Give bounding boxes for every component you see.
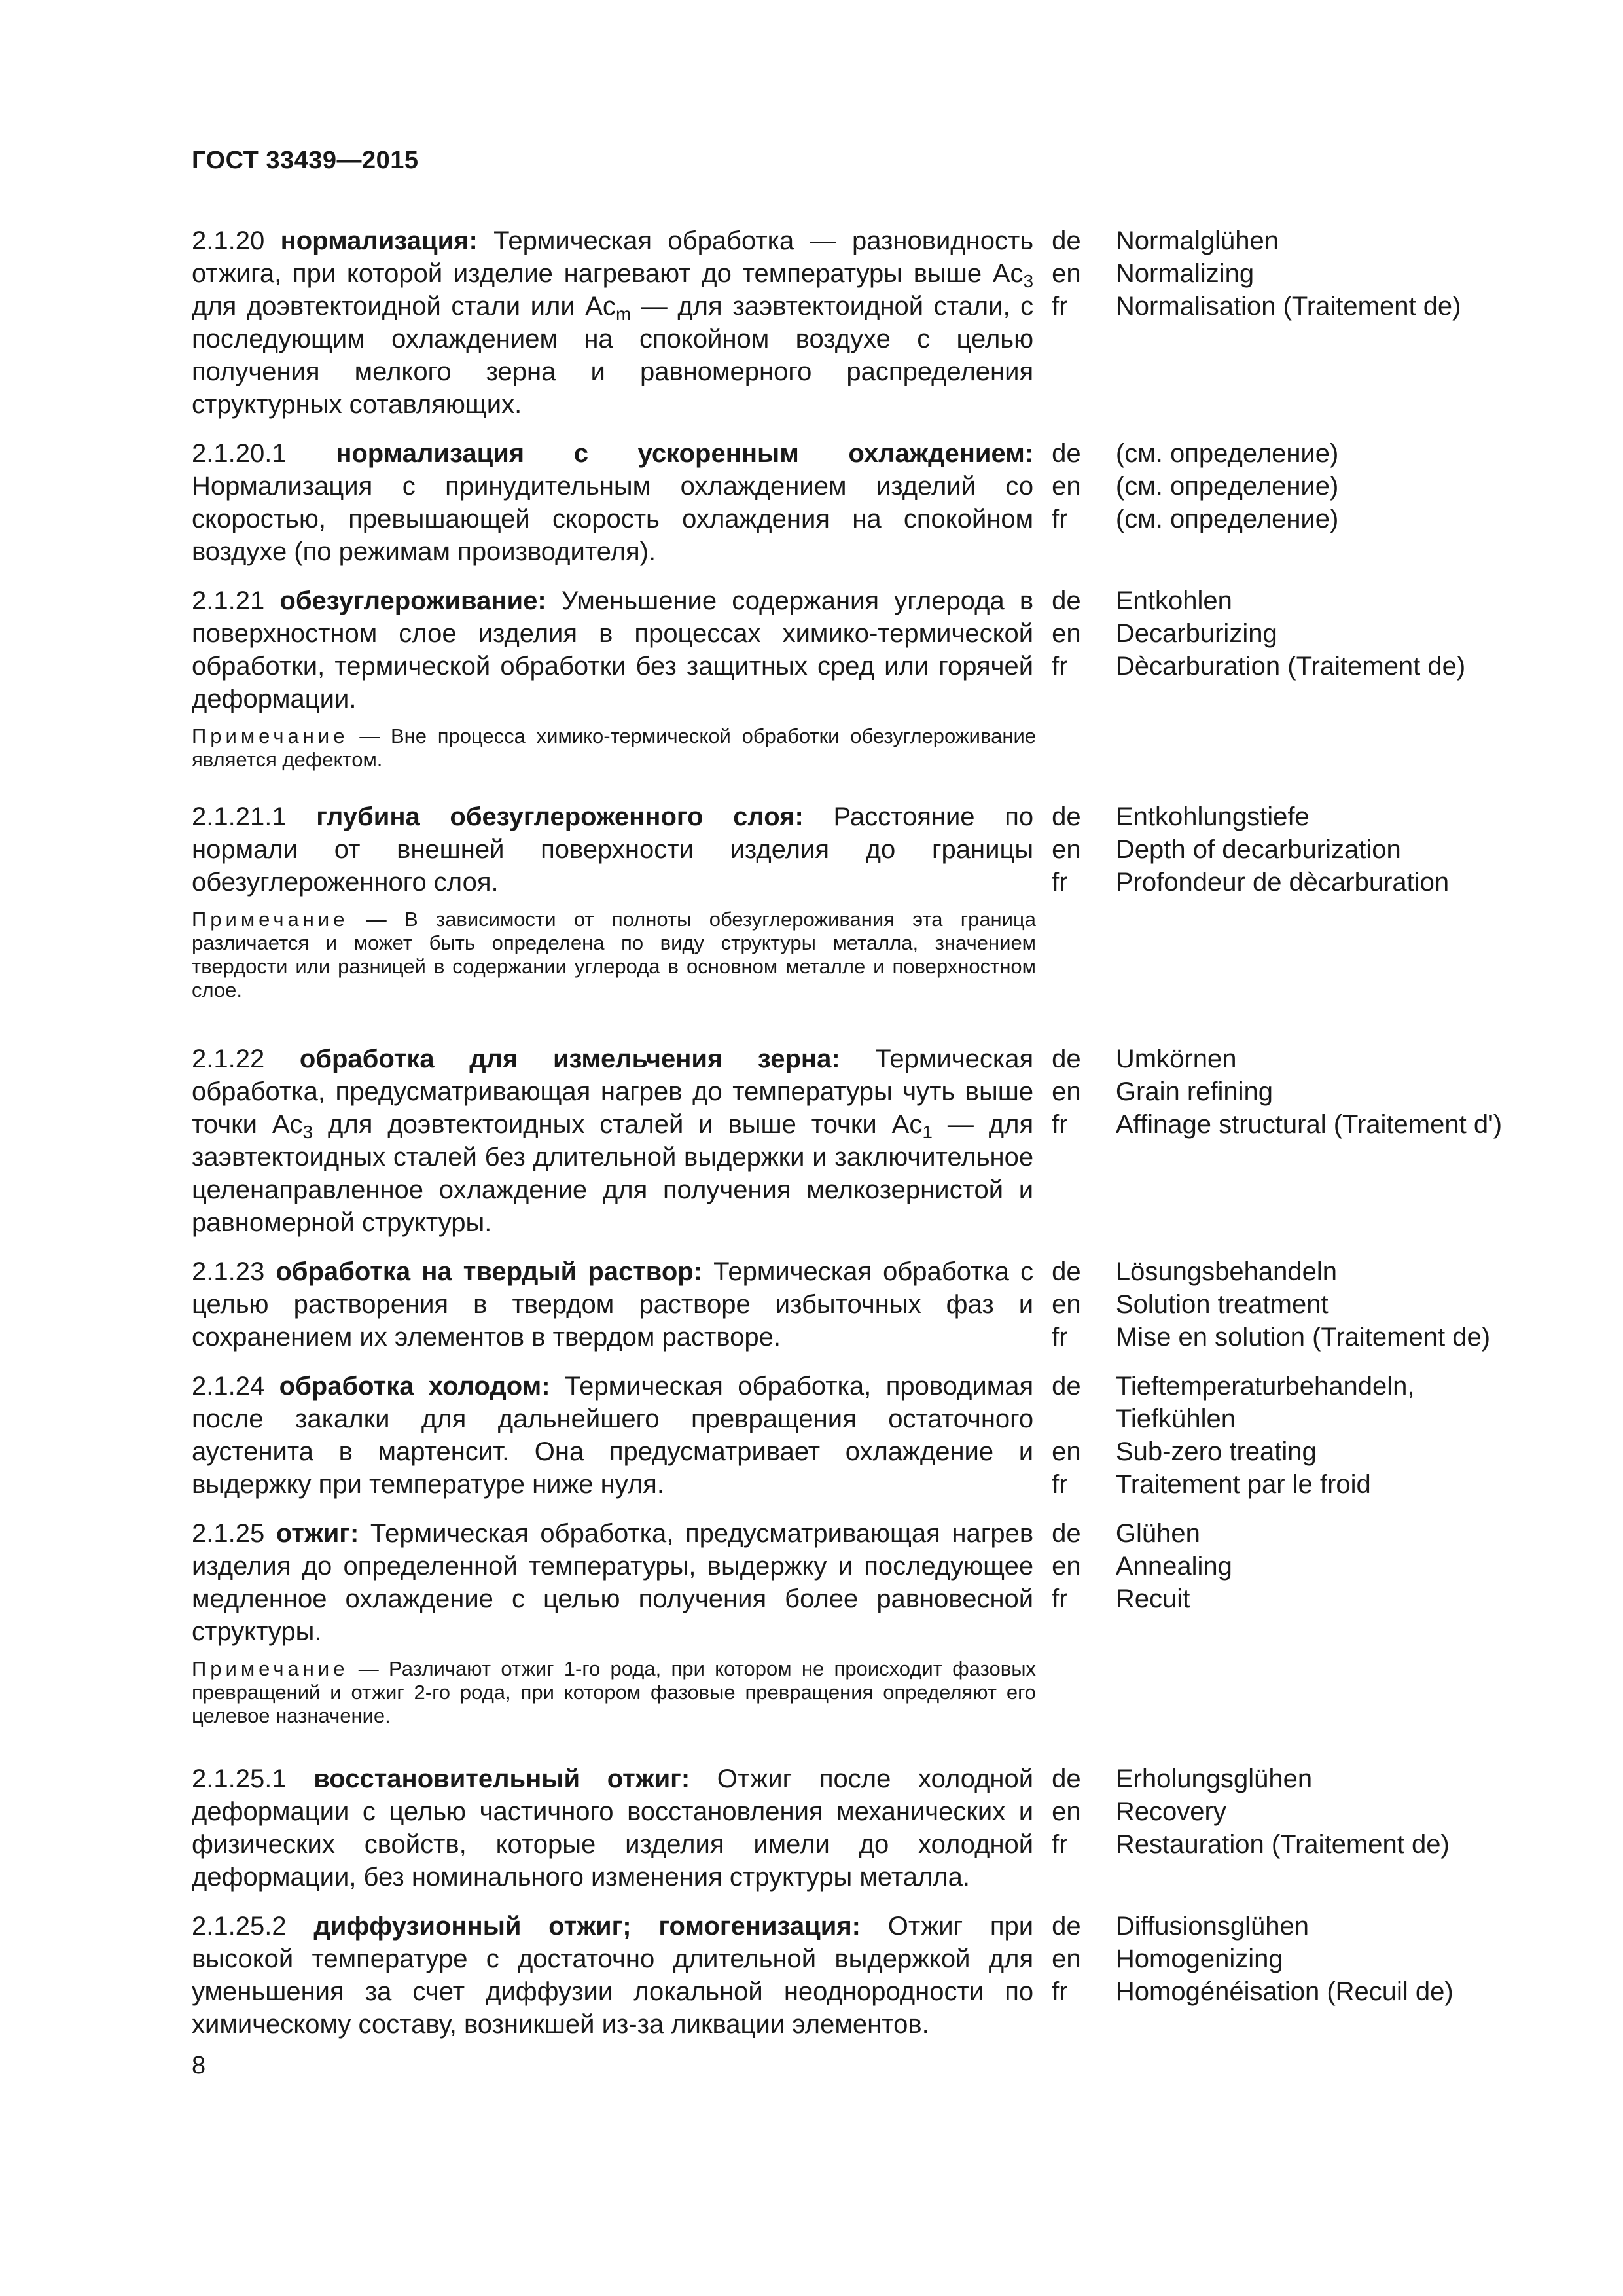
lang-code: en xyxy=(1052,835,1081,864)
equivalent-term: Affinage structural (Traitement d') xyxy=(1115,1110,1503,1139)
term-name: отжиг: xyxy=(276,1519,359,1548)
term-number: 2.1.20 xyxy=(192,226,265,255)
equivalent-term: Normalizing xyxy=(1115,259,1255,288)
equivalent-term: Recovery xyxy=(1115,1797,1226,1826)
note-label: Примечание xyxy=(192,908,349,931)
language-codes xyxy=(1052,1255,1097,1354)
term-name: обработка для измельчения зерна: xyxy=(299,1045,840,1073)
term-entry xyxy=(192,1763,1533,1893)
definition-text xyxy=(192,800,1033,899)
note-text: — Различают отжиг 1-го рода, при котором не происходит фазовых превращений и отжиг 2-го рода, при котором фазовые превращения определяют его целевое назначение. xyxy=(192,1657,1036,1727)
equivalent-term: Normalisation (Traitement de) xyxy=(1115,292,1461,321)
lang-code: fr xyxy=(1052,868,1068,897)
definition-part: Термическая обработка — разновидность отжига, при которой изделие нагревают до температуры выше Ac xyxy=(192,226,1034,288)
term-entry xyxy=(192,800,1533,1002)
lang-code: en xyxy=(1052,472,1081,501)
term-entry xyxy=(192,437,1533,568)
term-entry xyxy=(192,584,1533,772)
equivalent-term: Normalglühen xyxy=(1115,226,1279,255)
lang-code: de xyxy=(1052,1372,1081,1401)
equivalent-term: Restauration (Traitement de) xyxy=(1115,1830,1450,1859)
equivalent-term: (см. определение) xyxy=(1115,505,1339,533)
definition-text xyxy=(192,1910,1033,2041)
foreign-equivalents xyxy=(1116,1763,1533,1893)
definition-part: — для заэвтектоидной стали, с последующим охлаждением на спокойном воздухе с целью получения мелкого зерна и равномерного распределения структурных сотавляющих. xyxy=(192,292,1034,419)
equivalent-term: Profondeur de dècarburation xyxy=(1115,868,1450,897)
term-entry xyxy=(192,1255,1533,1354)
note-text: — В зависимости от полноты обезуглероживания эта граница различается и может быть определена по виду структуры металла, значением твердости или разницей в содержании углерода в основном металле и поверхностном слое. xyxy=(192,908,1036,1001)
equivalent-term: Erholungsglühen xyxy=(1115,1765,1313,1793)
subscript: 3 xyxy=(302,1122,313,1142)
language-codes xyxy=(1052,1910,1097,2041)
subscript: m xyxy=(615,304,632,324)
definition-part: Термическая обработка с целью растворения в твердом растворе избыточных фаз и сохранением их элементов в твердом растворе. xyxy=(192,1257,1034,1352)
definition-text xyxy=(192,1763,1033,1893)
note-label: Примечание xyxy=(192,1657,349,1680)
equivalent-term: Solution treatment xyxy=(1115,1290,1329,1319)
definition-part: Отжиг после холодной деформации с целью частичного восстановления механических и физических свойств, которые изделия имели до холодной деформации, без номинального изменения структуры металла. xyxy=(192,1765,1034,1892)
foreign-equivalents xyxy=(1116,584,1533,715)
equivalent-term: Umkörnen xyxy=(1115,1045,1237,1073)
equivalent-term: Tieftemperaturbehandeln, xyxy=(1115,1372,1415,1401)
definition-part: Термическая обработка, предусматривающая нагрев изделия до определенной температуры, выдержку и последующее медленное охлаждение с целью получения более равновесной структуры. xyxy=(192,1519,1034,1646)
foreign-equivalents xyxy=(1116,1255,1533,1354)
lang-code: fr xyxy=(1052,1110,1068,1139)
term-number: 2.1.25.2 xyxy=(192,1912,287,1941)
foreign-equivalents xyxy=(1116,1370,1533,1501)
foreign-equivalents xyxy=(1116,437,1533,568)
definition-part: — для заэвтектоидных сталей без длительной выдержки и заключительное целенаправленное охлаждение для получения мелкозернистой и равномерной структуры. xyxy=(192,1110,1034,1237)
definition-part: для доэвтектоидной стали или Ac xyxy=(192,292,616,321)
lang-code: en xyxy=(1052,1945,1081,1973)
equivalent-term: Grain refining xyxy=(1115,1077,1274,1106)
definition-part: для доэвтектоидных сталей и выше точки Ac xyxy=(313,1110,923,1139)
foreign-equivalents xyxy=(1116,1517,1533,1648)
term-number: 2.1.25.1 xyxy=(192,1765,287,1793)
term-name: обезуглероживание: xyxy=(279,586,546,615)
term-number: 2.1.22 xyxy=(192,1045,265,1073)
equivalent-term: Entkohlungstiefe xyxy=(1115,802,1310,831)
lang-code: fr xyxy=(1052,292,1068,321)
term-number: 2.1.20.1 xyxy=(192,439,287,468)
lang-code: fr xyxy=(1052,1977,1068,2006)
lang-code: en xyxy=(1052,1437,1081,1466)
subscript: 1 xyxy=(922,1122,933,1142)
definition-text xyxy=(192,224,1033,421)
definition-part: Термическая обработка, проводимая после закалки для дальнейшего превращения остаточного аустенита в мартенсит. Она предусматривает охлаждение и выдержку при температуре ниже нуля. xyxy=(192,1372,1034,1499)
equivalent-term: Recuit xyxy=(1115,1585,1190,1613)
lang-code: en xyxy=(1052,1077,1081,1106)
language-codes xyxy=(1052,437,1097,568)
definition-text xyxy=(192,584,1033,715)
language-codes xyxy=(1052,1763,1097,1893)
term-entry xyxy=(192,1910,1533,2041)
equivalent-term: Diffusionsglühen xyxy=(1115,1912,1309,1941)
term-name: диффузионный отжиг; гомогенизация: xyxy=(313,1912,861,1941)
term-entry xyxy=(192,1517,1533,1728)
lang-code: en xyxy=(1052,1797,1081,1826)
language-codes xyxy=(1052,1370,1097,1501)
term-name: обработка на твердый раствор: xyxy=(276,1257,703,1286)
lang-code: fr xyxy=(1052,1470,1068,1499)
equivalent-term: Tiefkühlen xyxy=(1115,1405,1236,1433)
lang-code: de xyxy=(1052,1045,1081,1073)
term-name: нормализация с ускоренным охлаждением: xyxy=(336,439,1034,468)
term-number: 2.1.23 xyxy=(192,1257,265,1286)
term-number: 2.1.24 xyxy=(192,1372,265,1401)
foreign-equivalents xyxy=(1116,1043,1533,1239)
language-codes xyxy=(1052,584,1097,715)
term-entry xyxy=(192,1043,1533,1239)
definition-part: Уменьшение содержания углерода в поверхностном слое изделия в процессах химико-термической обработки, термической обработки без защитных сред или горячей деформации. xyxy=(192,586,1034,713)
language-codes xyxy=(1052,1517,1097,1648)
note xyxy=(192,1657,1036,1728)
note xyxy=(192,908,1036,1002)
lang-code: de xyxy=(1052,586,1081,615)
term-name: восстановительный отжиг: xyxy=(313,1765,690,1793)
equivalent-term: Depth of decarburization xyxy=(1115,835,1401,864)
lang-code: de xyxy=(1052,802,1081,831)
term-number: 2.1.21.1 xyxy=(192,802,287,831)
term-name: обработка холодом: xyxy=(279,1372,550,1401)
language-codes xyxy=(1052,224,1097,421)
equivalent-term: Homogénéisation (Recuil de) xyxy=(1115,1977,1454,2006)
lang-code: en xyxy=(1052,619,1081,648)
note-label: Примечание xyxy=(192,725,349,747)
equivalent-term: Entkohlen xyxy=(1115,586,1232,615)
lang-code: en xyxy=(1052,259,1081,288)
term-entry xyxy=(192,224,1533,421)
page-number: 8 xyxy=(192,2052,206,2079)
term-entry xyxy=(192,1370,1533,1501)
foreign-equivalents xyxy=(1116,1910,1533,2041)
equivalent-term: Dècarburation (Traitement de) xyxy=(1115,652,1466,681)
equivalent-term: (см. определение) xyxy=(1115,439,1339,468)
foreign-equivalents xyxy=(1116,800,1533,899)
lang-code: de xyxy=(1052,1257,1081,1286)
definition-text xyxy=(192,437,1033,568)
lang-code: de xyxy=(1052,439,1081,468)
definition-text xyxy=(192,1370,1033,1501)
subscript: 3 xyxy=(1023,271,1034,291)
lang-code: de xyxy=(1052,1912,1081,1941)
lang-code: en xyxy=(1052,1552,1081,1581)
equivalent-term: Mise en solution (Traitement de) xyxy=(1115,1323,1491,1352)
lang-code xyxy=(1052,1403,1097,1435)
term-name: глубина обезуглероженного слоя: xyxy=(316,802,804,831)
equivalent-term: Decarburizing xyxy=(1115,619,1277,648)
definition-text xyxy=(192,1255,1033,1354)
lang-code: fr xyxy=(1052,1323,1068,1352)
lang-code: en xyxy=(1052,1290,1081,1319)
definition-text xyxy=(192,1043,1033,1239)
equivalent-term: Traitement par le froid xyxy=(1115,1470,1371,1499)
term-number: 2.1.25 xyxy=(192,1519,265,1548)
foreign-equivalents xyxy=(1116,224,1533,421)
lang-code: de xyxy=(1052,1765,1081,1793)
definition-part: Расстояние по нормали от внешней поверхности изделия до границы обезуглероженного слоя. xyxy=(192,802,1034,897)
lang-code: de xyxy=(1052,1519,1081,1548)
definition-part: Термическая обработка, предусматривающая нагрев до температуры чуть выше точки Ac xyxy=(192,1045,1034,1139)
term-name: нормализация: xyxy=(280,226,478,255)
definition-text xyxy=(192,1517,1033,1648)
equivalent-term: Lösungsbehandeln xyxy=(1115,1257,1338,1286)
equivalent-term: Sub-zero treating xyxy=(1115,1437,1317,1466)
equivalent-term: Glühen xyxy=(1115,1519,1200,1548)
lang-code: fr xyxy=(1052,1830,1068,1859)
term-number: 2.1.21 xyxy=(192,586,265,615)
note-text: — Вне процесса химико-термической обработки обезуглероживание является дефектом. xyxy=(192,725,1036,771)
equivalent-term: Annealing xyxy=(1115,1552,1232,1581)
language-codes xyxy=(1052,1043,1097,1239)
definition-part: Нормализация с принудительным охлаждением изделий со скоростью, превышающей скорость охлаждения на спокойном воздухе (по режимам производителя). xyxy=(192,472,1034,566)
lang-code: fr xyxy=(1052,505,1068,533)
note xyxy=(192,725,1036,772)
equivalent-term: (см. определение) xyxy=(1115,472,1339,501)
language-codes xyxy=(1052,800,1097,899)
lang-code: fr xyxy=(1052,1585,1068,1613)
lang-code: de xyxy=(1052,226,1081,255)
document-header: ГОСТ 33439—2015 xyxy=(192,147,419,174)
lang-code: fr xyxy=(1052,652,1068,681)
equivalent-term: Homogenizing xyxy=(1115,1945,1283,1973)
definition-part: Отжиг при высокой температуре с достаточно длительной выдержкой для уменьшения за счет диффузии локальной неоднородности по химическому составу, возникшей из-за ликвации элементов. xyxy=(192,1912,1034,2039)
